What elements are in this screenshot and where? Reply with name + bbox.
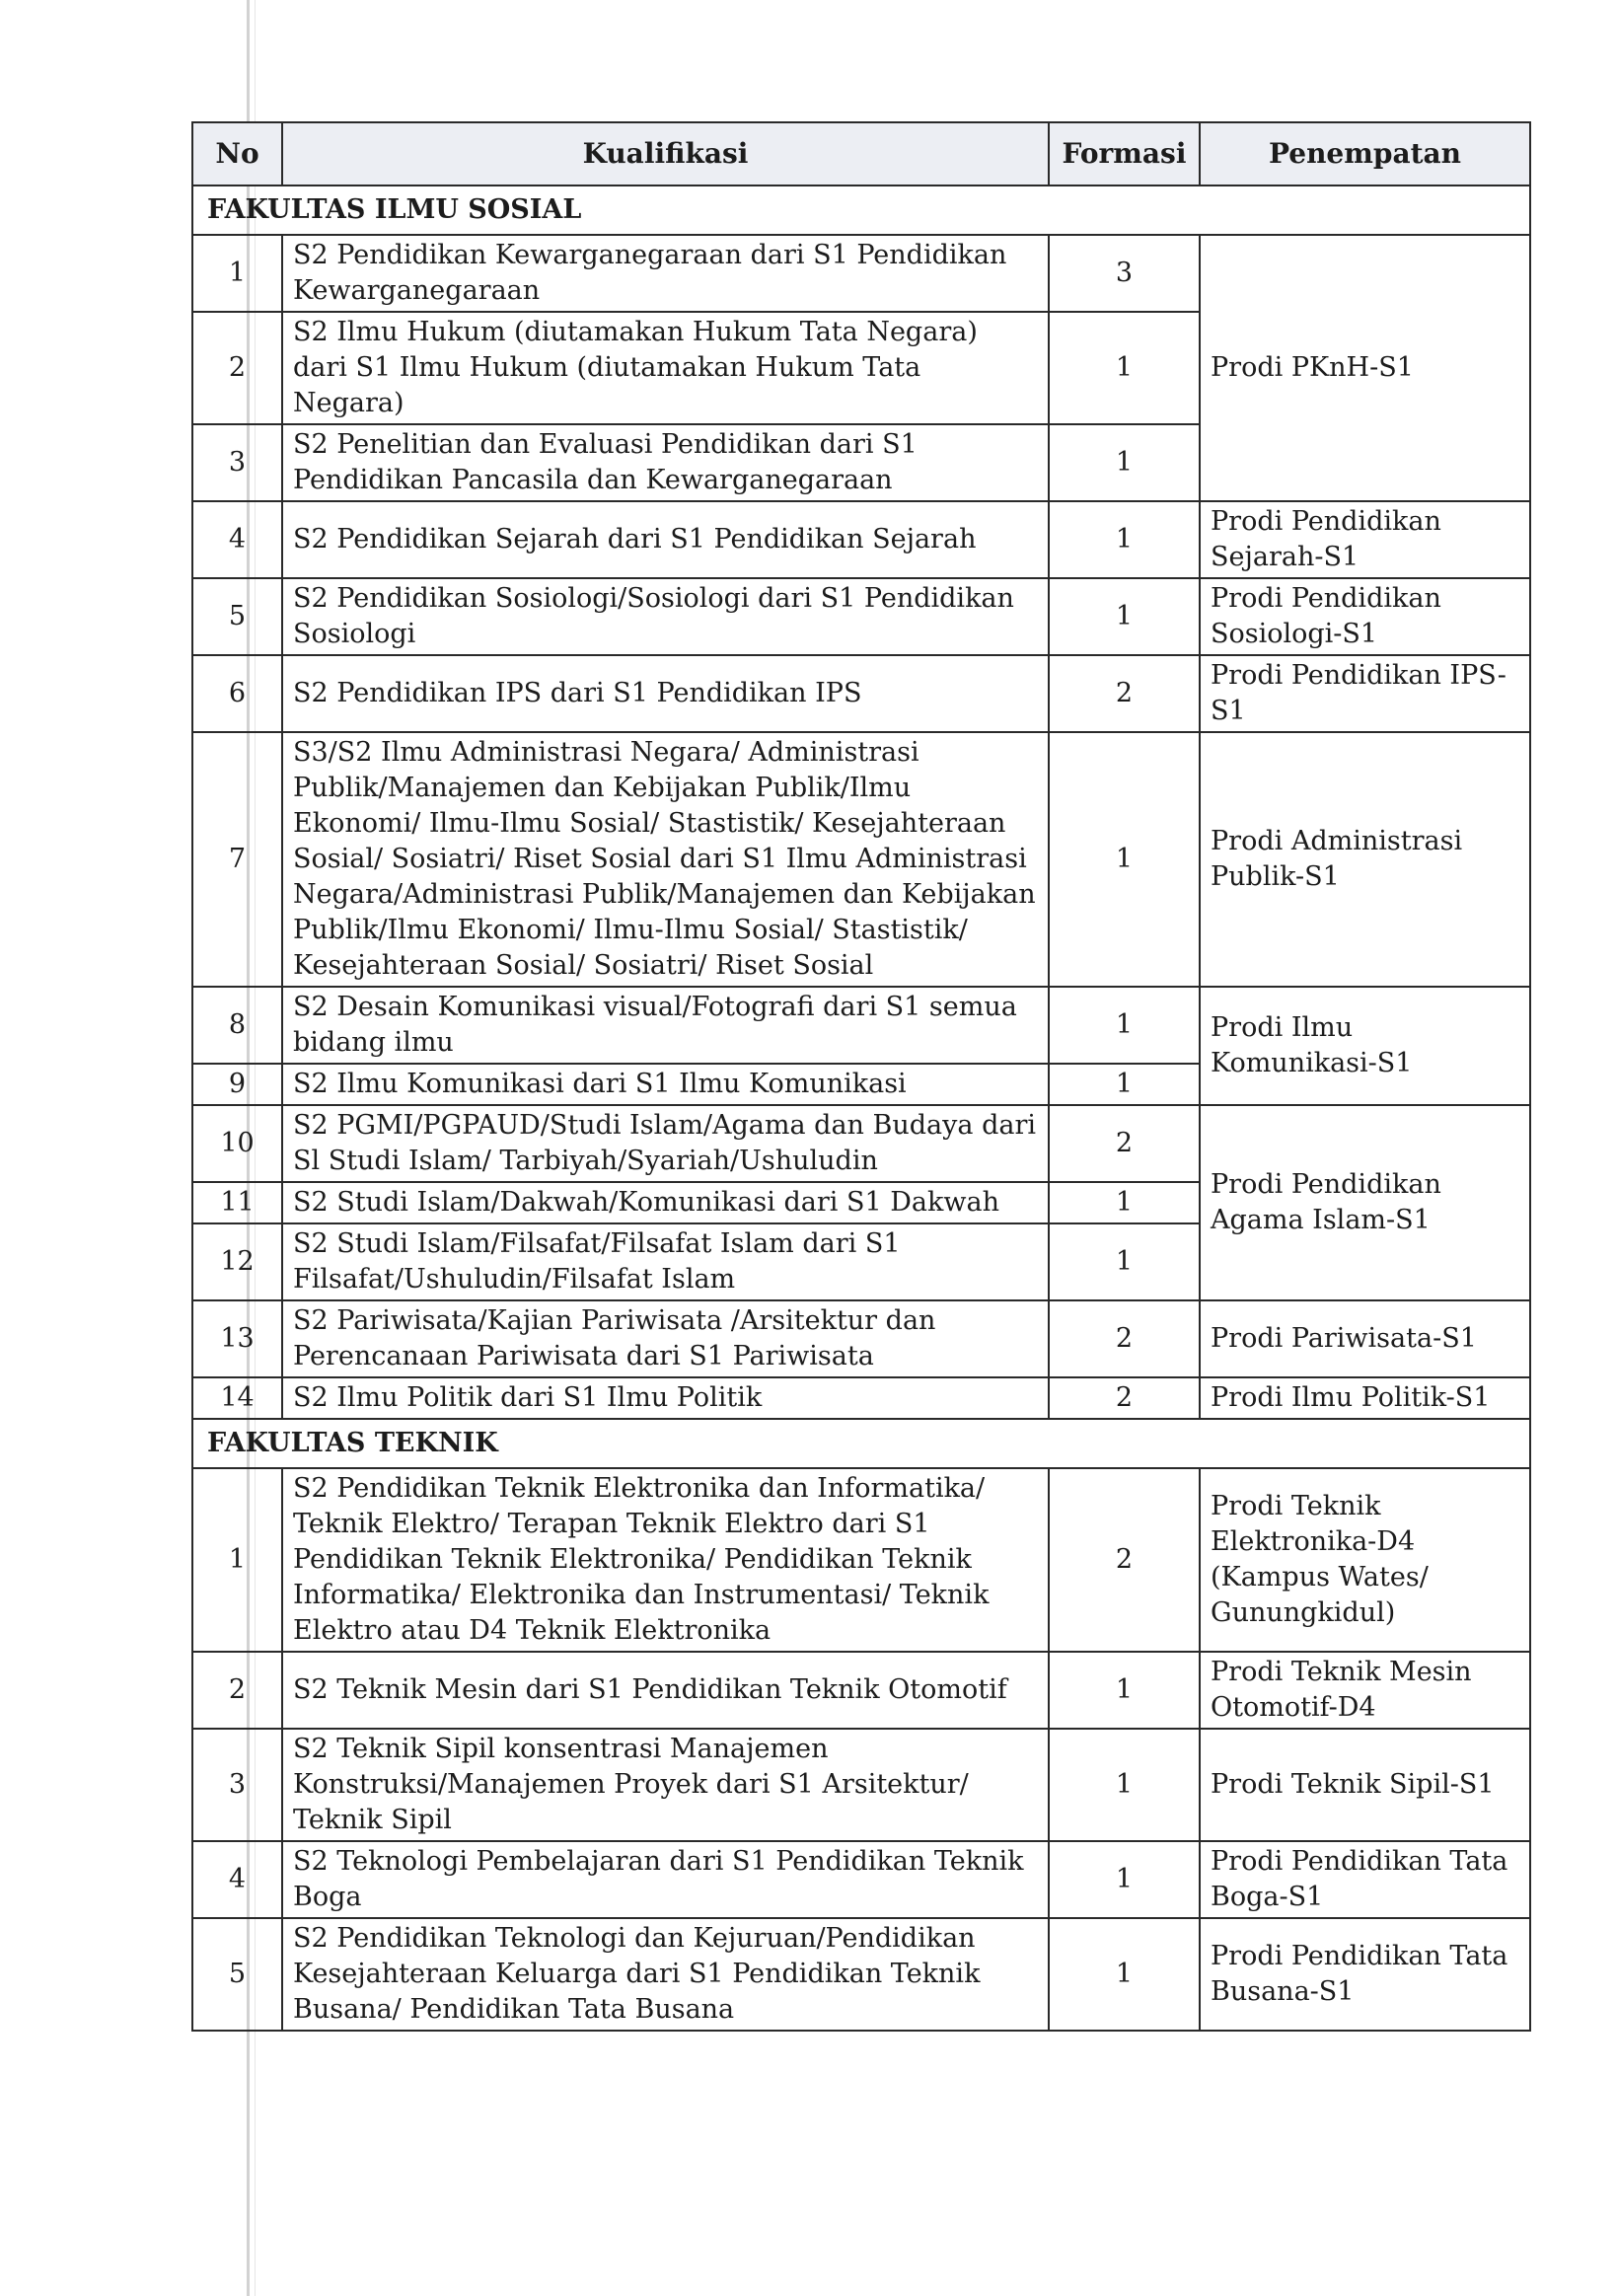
row-no: 3 bbox=[192, 424, 282, 501]
row-no: 2 bbox=[192, 312, 282, 424]
row-formasi: 1 bbox=[1049, 424, 1200, 501]
row-formasi: 1 bbox=[1049, 732, 1200, 987]
table-row bbox=[192, 1918, 1530, 2031]
row-no: 4 bbox=[192, 501, 282, 578]
row-formasi: 1 bbox=[1049, 987, 1200, 1064]
row-penempatan: Prodi Ilmu Politik-S1 bbox=[1200, 1377, 1530, 1419]
row-formasi: 1 bbox=[1049, 1729, 1200, 1841]
row-kualifikasi: S2 Desain Komunikasi visual/Fotografi dari S1 semua bidang ilmu bbox=[282, 987, 1049, 1064]
row-kualifikasi: S2 Studi Islam/Filsafat/Filsafat Islam dari S1 Filsafat/Ushuludin/Filsafat Islam bbox=[282, 1223, 1049, 1300]
row-penempatan: Prodi Pendidikan IPS-S1 bbox=[1200, 655, 1530, 732]
row-kualifikasi: S2 Ilmu Komunikasi dari S1 Ilmu Komunikasi bbox=[282, 1064, 1049, 1105]
row-formasi: 1 bbox=[1049, 312, 1200, 424]
row-kualifikasi: S2 Teknik Mesin dari S1 Pendidikan Teknik Otomotif bbox=[282, 1652, 1049, 1729]
row-penempatan: Prodi Ilmu Komunikasi-S1 bbox=[1200, 987, 1530, 1105]
row-penempatan: Prodi Pendidikan Tata Busana-S1 bbox=[1200, 1918, 1530, 2031]
row-penempatan: Prodi Pendidikan Sosiologi-S1 bbox=[1200, 578, 1530, 655]
row-formasi: 1 bbox=[1049, 1223, 1200, 1300]
table-header-row bbox=[192, 122, 1530, 185]
table-row bbox=[192, 1105, 1530, 1182]
row-no: 9 bbox=[192, 1064, 282, 1105]
row-formasi: 2 bbox=[1049, 1468, 1200, 1652]
row-kualifikasi: S2 Pendidikan Sosiologi/Sosiologi dari S1 Pendidikan Sosiologi bbox=[282, 578, 1049, 655]
row-formasi: 1 bbox=[1049, 1652, 1200, 1729]
row-kualifikasi: S2 PGMI/PGPAUD/Studi Islam/Agama dan Budaya dari Sl Studi Islam/ Tarbiyah/Syariah/Ushuludin bbox=[282, 1105, 1049, 1182]
row-kualifikasi: S2 Ilmu Hukum (diutamakan Hukum Tata Negara) dari S1 Ilmu Hukum (diutamakan Hukum Tata Negara) bbox=[282, 312, 1049, 424]
row-no: 1 bbox=[192, 235, 282, 312]
row-no: 5 bbox=[192, 1918, 282, 2031]
row-formasi: 2 bbox=[1049, 1105, 1200, 1182]
row-formasi: 1 bbox=[1049, 1064, 1200, 1105]
table-row bbox=[192, 1377, 1530, 1419]
row-formasi: 2 bbox=[1049, 1377, 1200, 1419]
row-kualifikasi: S2 Penelitian dan Evaluasi Pendidikan dari S1 Pendidikan Pancasila dan Kewarganegaraan bbox=[282, 424, 1049, 501]
row-no: 6 bbox=[192, 655, 282, 732]
row-penempatan: Prodi Pendidikan Sejarah-S1 bbox=[1200, 501, 1530, 578]
row-no: 13 bbox=[192, 1300, 282, 1377]
row-penempatan: Prodi Pendidikan Agama Islam-S1 bbox=[1200, 1105, 1530, 1300]
row-kualifikasi: S2 Teknik Sipil konsentrasi Manajemen Konstruksi/Manajemen Proyek dari S1 Arsitektur/ Teknik Sipil bbox=[282, 1729, 1049, 1841]
row-kualifikasi: S2 Pendidikan Kewarganegaraan dari S1 Pendidikan Kewarganegaraan bbox=[282, 235, 1049, 312]
row-no: 10 bbox=[192, 1105, 282, 1182]
table-row bbox=[192, 501, 1530, 578]
formasi-table bbox=[191, 121, 1531, 2032]
row-kualifikasi: S2 Studi Islam/Dakwah/Komunikasi dari S1 Dakwah bbox=[282, 1182, 1049, 1223]
section-title-ft: FAKULTAS TEKNIK bbox=[192, 1419, 1530, 1468]
table-row bbox=[192, 1300, 1530, 1377]
row-formasi: 1 bbox=[1049, 1182, 1200, 1223]
table-row bbox=[192, 1729, 1530, 1841]
header-no: No bbox=[192, 122, 282, 185]
row-no: 5 bbox=[192, 578, 282, 655]
table-row bbox=[192, 655, 1530, 732]
row-no: 8 bbox=[192, 987, 282, 1064]
row-kualifikasi: S2 Pendidikan IPS dari S1 Pendidikan IPS bbox=[282, 655, 1049, 732]
section-row bbox=[192, 1419, 1530, 1468]
header-penempatan: Penempatan bbox=[1200, 122, 1530, 185]
row-no: 1 bbox=[192, 1468, 282, 1652]
row-formasi: 2 bbox=[1049, 1300, 1200, 1377]
row-formasi: 1 bbox=[1049, 501, 1200, 578]
row-kualifikasi: S2 Teknologi Pembelajaran dari S1 Pendidikan Teknik Boga bbox=[282, 1841, 1049, 1918]
row-formasi: 1 bbox=[1049, 578, 1200, 655]
row-penempatan: Prodi Pendidikan Tata Boga-S1 bbox=[1200, 1841, 1530, 1918]
header-formasi: Formasi bbox=[1049, 122, 1200, 185]
row-formasi: 1 bbox=[1049, 1841, 1200, 1918]
row-no: 3 bbox=[192, 1729, 282, 1841]
row-no: 4 bbox=[192, 1841, 282, 1918]
row-no: 14 bbox=[192, 1377, 282, 1419]
table-row bbox=[192, 1652, 1530, 1729]
row-penempatan: Prodi Teknik Elektronika-D4 (Kampus Wates/ Gunungkidul) bbox=[1200, 1468, 1530, 1652]
table-row bbox=[192, 1841, 1530, 1918]
row-penempatan: Prodi Teknik Sipil-S1 bbox=[1200, 1729, 1530, 1841]
table-row bbox=[192, 1468, 1530, 1652]
header-kualifikasi: Kualifikasi bbox=[282, 122, 1049, 185]
row-kualifikasi: S3/S2 Ilmu Administrasi Negara/ Administrasi Publik/Manajemen dan Kebijakan Publik/Ilmu Ekonomi/ Ilmu-Ilmu Sosial/ Stastistik/ Kesejahteraan Sosial/ Sosiatri/ Riset Sosial dari S1 Ilmu Administrasi Negara/Administrasi Publik/Manajemen dan Kebijakan Publik/Ilmu Ekonomi/ Ilmu-Ilmu Sosial/ Stastistik/ Kesejahteraan Sosial/ Sosiatri/ Riset Sosial bbox=[282, 732, 1049, 987]
row-penempatan: Prodi Pariwisata-S1 bbox=[1200, 1300, 1530, 1377]
table-row bbox=[192, 578, 1530, 655]
section-title-fis: FAKULTAS ILMU SOSIAL bbox=[192, 185, 1530, 235]
table-row bbox=[192, 987, 1530, 1064]
row-no: 12 bbox=[192, 1223, 282, 1300]
row-kualifikasi: S2 Pariwisata/Kajian Pariwisata /Arsitektur dan Perencanaan Pariwisata dari S1 Pariwisata bbox=[282, 1300, 1049, 1377]
row-penempatan: Prodi Teknik Mesin Otomotif-D4 bbox=[1200, 1652, 1530, 1729]
row-kualifikasi: S2 Pendidikan Teknik Elektronika dan Informatika/ Teknik Elektro/ Terapan Teknik Elektro dari S1 Pendidikan Teknik Elektronika/ Pendidikan Teknik Informatika/ Elektronika dan Instrumentasi/ Teknik Elektro atau D4 Teknik Elektronika bbox=[282, 1468, 1049, 1652]
row-kualifikasi: S2 Pendidikan Teknologi dan Kejuruan/Pendidikan Kesejahteraan Keluarga dari S1 Pendidikan Teknik Busana/ Pendidikan Tata Busana bbox=[282, 1918, 1049, 2031]
table-row bbox=[192, 732, 1530, 987]
row-formasi: 3 bbox=[1049, 235, 1200, 312]
row-formasi: 2 bbox=[1049, 655, 1200, 732]
row-no: 11 bbox=[192, 1182, 282, 1223]
row-penempatan: Prodi Administrasi Publik-S1 bbox=[1200, 732, 1530, 987]
row-kualifikasi: S2 Ilmu Politik dari S1 Ilmu Politik bbox=[282, 1377, 1049, 1419]
row-no: 7 bbox=[192, 732, 282, 987]
table-row bbox=[192, 235, 1530, 312]
row-no: 2 bbox=[192, 1652, 282, 1729]
row-kualifikasi: S2 Pendidikan Sejarah dari S1 Pendidikan Sejarah bbox=[282, 501, 1049, 578]
section-row bbox=[192, 185, 1530, 235]
row-penempatan: Prodi PKnH-S1 bbox=[1200, 235, 1530, 501]
row-formasi: 1 bbox=[1049, 1918, 1200, 2031]
